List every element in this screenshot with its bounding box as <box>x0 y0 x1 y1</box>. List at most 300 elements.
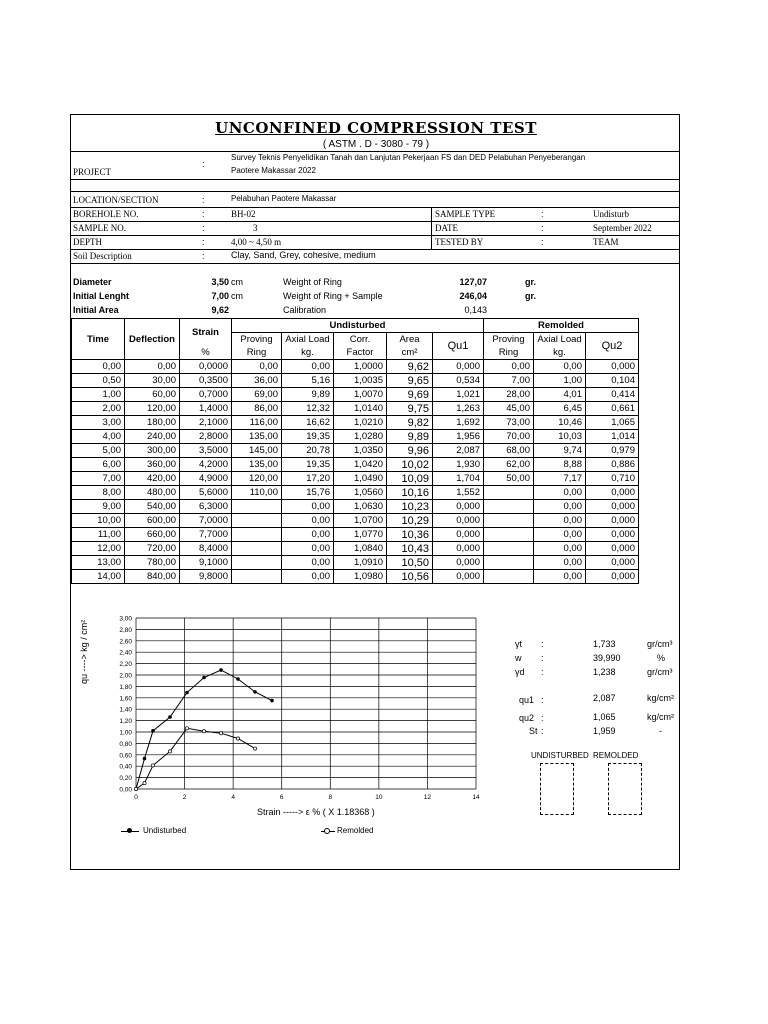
table-cell: 2,1000 <box>180 416 232 430</box>
date-label: DATE <box>435 223 458 233</box>
header-proving2-unit: Ring <box>484 346 534 360</box>
table-cell: 0,000 <box>433 528 484 542</box>
table-cell: 0,00 <box>282 360 334 374</box>
dry-unit-weight-label: γd <box>515 667 525 677</box>
table-cell: 1,0560 <box>334 486 387 500</box>
diameter-unit: cm <box>231 277 243 287</box>
chart-y-tick-label: 1,80 <box>119 683 132 691</box>
table-cell: 110,00 <box>232 486 282 500</box>
chart-y-tick-label: 2,20 <box>119 661 132 669</box>
table-cell <box>484 528 534 542</box>
borehole-colon: : <box>202 209 205 219</box>
table-cell: 4,2000 <box>180 458 232 472</box>
chart-point-remolded <box>134 787 137 790</box>
table-cell: 10,09 <box>387 472 433 486</box>
table-cell: 0,000 <box>433 542 484 556</box>
table-cell: 3,5000 <box>180 444 232 458</box>
qu2-colon: : <box>541 713 544 723</box>
chart-x-tick-label: 8 <box>328 794 333 801</box>
sample-no-colon: : <box>202 223 205 233</box>
unit-weight-value: 1,733 <box>593 639 616 649</box>
table-cell: 10,16 <box>387 486 433 500</box>
chart-x-tick-label: 10 <box>375 794 383 801</box>
undisturbed-sample-label: UNDISTURBED <box>531 751 589 760</box>
table-cell: 9,1000 <box>180 556 232 570</box>
table-row <box>72 402 639 416</box>
table-cell: 8,4000 <box>180 542 232 556</box>
table-cell: 73,00 <box>484 416 534 430</box>
table-cell: 300,00 <box>125 444 180 458</box>
sensitivity-unit: - <box>659 726 662 736</box>
qu2-label: qu2 <box>519 713 535 723</box>
table-cell: 360,00 <box>125 458 180 472</box>
unit-weight-label: γt <box>515 639 523 649</box>
table-cell: 2,087 <box>433 444 484 458</box>
sample-type-label: SAMPLE TYPE <box>435 209 496 219</box>
header-axial2-unit: kg. <box>534 346 586 360</box>
table-cell: 0,979 <box>586 444 639 458</box>
qu1-value: 2,087 <box>593 693 616 703</box>
table-cell: 0,00 <box>534 500 586 514</box>
table-cell: 1,014 <box>586 430 639 444</box>
calibration-label: Calibration <box>283 305 327 315</box>
table-cell: 0,000 <box>433 514 484 528</box>
table-cell: 0,414 <box>586 388 639 402</box>
date-colon: : <box>541 223 544 233</box>
table-cell: 10,50 <box>387 556 433 570</box>
table-cell: 145,00 <box>232 444 282 458</box>
ring-weight-unit: gr. <box>525 277 537 287</box>
qu2-value: 1,065 <box>593 712 616 722</box>
project-label: PROJECT <box>73 167 112 177</box>
table-cell: 9,8000 <box>180 570 232 584</box>
diameter-value: 3,50 <box>211 277 229 287</box>
chart-y-tick-label: 1,00 <box>119 729 132 737</box>
table-cell: 10,00 <box>72 514 125 528</box>
sensitivity-value: 1,959 <box>593 726 616 736</box>
legend-undisturbed-text: Undisturbed <box>143 826 187 835</box>
table-cell: 0,00 <box>125 360 180 374</box>
table-cell: 5,16 <box>282 374 334 388</box>
remolded-sample-label: REMOLDED <box>593 751 639 760</box>
table-cell: 1,0490 <box>334 472 387 486</box>
chart-point-undisturbed <box>202 676 206 680</box>
table-cell: 70,00 <box>484 430 534 444</box>
table-cell <box>484 486 534 500</box>
table-cell: 17,20 <box>282 472 334 486</box>
standard-reference: ( ASTM . D - 3080 - 79 ) <box>322 139 430 150</box>
table-cell: 0,00 <box>484 360 534 374</box>
sensitivity-label: St <box>529 726 538 736</box>
table-cell: 0,000 <box>433 360 484 374</box>
table-cell: 0,00 <box>282 542 334 556</box>
table-cell: 1,704 <box>433 472 484 486</box>
table-cell: 10,03 <box>534 430 586 444</box>
table-cell: 9,96 <box>387 444 433 458</box>
table-cell: 7,7000 <box>180 528 232 542</box>
table-cell: 0,00 <box>282 570 334 584</box>
table-cell: 2,00 <box>72 402 125 416</box>
chart-x-tick-label: 2 <box>182 794 187 801</box>
table-cell: 1,956 <box>433 430 484 444</box>
chart-y-tick-label: 0,80 <box>119 740 132 748</box>
unit-weight-unit: gr/cm³ <box>647 639 673 649</box>
header-qu2: Qu2 <box>586 333 639 360</box>
qu1-label: qu1 <box>519 695 535 705</box>
table-cell: 1,0350 <box>334 444 387 458</box>
table-cell: 10,23 <box>387 500 433 514</box>
chart-y-tick-label: 2,80 <box>119 626 132 634</box>
header-undisturbed: Undisturbed <box>232 319 484 333</box>
table-cell: 9,69 <box>387 388 433 402</box>
table-cell: 15,76 <box>282 486 334 500</box>
chart-y-tick-label: 0,00 <box>119 786 132 794</box>
table-cell: 0,00 <box>282 528 334 542</box>
table-cell: 0,00 <box>232 360 282 374</box>
chart-point-remolded <box>143 781 146 784</box>
soil-description-value: Clay, Sand, Grey, cohesive, medium <box>231 250 376 260</box>
header-axial-load: Axial Load <box>282 333 334 347</box>
table-cell <box>232 500 282 514</box>
table-cell: 12,32 <box>282 402 334 416</box>
sample-no-value: 3 <box>253 223 258 233</box>
table-cell: 1,0840 <box>334 542 387 556</box>
initial-length-label: Initial Lenght <box>73 291 129 301</box>
table-cell: 28,00 <box>484 388 534 402</box>
chart-y-axis-label: qu ----> kg / cm² <box>79 619 89 684</box>
table-cell: 0,00 <box>534 556 586 570</box>
table-cell: 1,692 <box>433 416 484 430</box>
header-remolded: Remolded <box>484 319 639 333</box>
table-cell: 5,00 <box>72 444 125 458</box>
table-cell: 0,00 <box>282 514 334 528</box>
table-cell: 5,6000 <box>180 486 232 500</box>
location-label: LOCATION/SECTION <box>73 195 159 205</box>
table-cell: 120,00 <box>125 402 180 416</box>
table-cell: 11,00 <box>72 528 125 542</box>
header-axial-load-remolded: Axial Load <box>534 333 586 347</box>
table-cell <box>484 542 534 556</box>
sensitivity-colon: : <box>541 726 544 736</box>
table-cell: 1,00 <box>534 374 586 388</box>
table-cell: 2,8000 <box>180 430 232 444</box>
table-cell: 0,710 <box>586 472 639 486</box>
table-cell: 6,3000 <box>180 500 232 514</box>
table-cell: 0,00 <box>72 360 125 374</box>
chart-x-tick-label: 4 <box>231 794 235 801</box>
header-corr-unit: Factor <box>334 346 387 360</box>
soil-colon: : <box>202 251 205 261</box>
table-cell: 30,00 <box>125 374 180 388</box>
diameter-label: Diameter <box>73 277 112 287</box>
table-cell <box>484 570 534 584</box>
calibration-value: 0,143 <box>464 305 487 315</box>
legend-remolded-text: Remolded <box>337 826 374 835</box>
table-cell: 62,00 <box>484 458 534 472</box>
table-cell: 10,56 <box>387 570 433 584</box>
table-cell: 0,00 <box>534 542 586 556</box>
table-cell <box>484 514 534 528</box>
chart-point-remolded <box>202 730 205 733</box>
header-corr: Corr. <box>334 333 387 347</box>
table-cell: 0,00 <box>534 360 586 374</box>
chart-point-remolded <box>185 727 188 730</box>
borehole-value: BH-02 <box>231 209 256 219</box>
table-cell <box>484 500 534 514</box>
ring-sample-weight-value: 246,04 <box>459 291 487 301</box>
table-cell: 0,000 <box>586 556 639 570</box>
table-cell: 660,00 <box>125 528 180 542</box>
table-cell <box>232 570 282 584</box>
table-cell: 0,000 <box>586 570 639 584</box>
table-cell: 9,00 <box>72 500 125 514</box>
table-cell: 1,930 <box>433 458 484 472</box>
table-cell: 420,00 <box>125 472 180 486</box>
table-cell: 0,000 <box>586 486 639 500</box>
chart-point-undisturbed <box>185 691 189 695</box>
chart-point-undisturbed <box>151 729 155 733</box>
table-row <box>72 500 639 514</box>
table-cell: 86,00 <box>232 402 282 416</box>
depth-colon: : <box>202 237 205 247</box>
table-cell: 180,00 <box>125 416 180 430</box>
initial-length-value: 7,00 <box>211 291 229 301</box>
initial-area-label: Initial Area <box>73 305 119 315</box>
table-cell: 9,62 <box>387 360 433 374</box>
table-cell: 3,00 <box>72 416 125 430</box>
table-cell: 69,00 <box>232 388 282 402</box>
chart-y-tick-label: 1,40 <box>119 706 132 714</box>
table-row <box>72 570 639 584</box>
table-cell: 840,00 <box>125 570 180 584</box>
table-cell: 19,35 <box>282 458 334 472</box>
chart-point-remolded <box>253 747 256 750</box>
table-row <box>72 542 639 556</box>
table-cell: 0,00 <box>534 486 586 500</box>
chart-point-undisturbed <box>270 699 274 703</box>
dry-unit-weight-value: 1,238 <box>593 667 616 677</box>
chart-y-tick-label: 0,60 <box>119 752 132 760</box>
table-cell: 480,00 <box>125 486 180 500</box>
table-cell: 12,00 <box>72 542 125 556</box>
initial-length-unit: cm <box>231 291 243 301</box>
project-value-line1: Survey Teknis Penyelidikan Tanah dan Lanjutan Pekerjaan FS dan DED Pelabuhan Penyeberangan <box>231 153 586 162</box>
water-content-unit: % <box>657 653 666 663</box>
borehole-label: BOREHOLE NO. <box>73 209 139 219</box>
header-axial-unit: kg. <box>282 346 334 360</box>
header-qu1: Qu1 <box>433 333 484 360</box>
tested-by-label: TESTED BY <box>435 237 484 247</box>
chart-point-remolded <box>168 750 171 753</box>
header-time: Time <box>72 319 125 360</box>
soil-description-label: Soil Description <box>73 251 132 261</box>
table-row <box>72 444 639 458</box>
table-cell: 1,0420 <box>334 458 387 472</box>
table-cell: 9,89 <box>387 430 433 444</box>
chart-point-undisturbed <box>253 690 257 694</box>
tested-by-value: TEAM <box>593 237 619 247</box>
table-cell: 1,065 <box>586 416 639 430</box>
chart-point-remolded <box>219 732 222 735</box>
table-cell: 780,00 <box>125 556 180 570</box>
test-data-table <box>71 318 639 584</box>
chart-x-tick-label: 14 <box>472 794 480 801</box>
table-row <box>72 416 639 430</box>
table-cell: 36,00 <box>232 374 282 388</box>
legend-remolded-marker <box>324 828 330 834</box>
depth-label: DEPTH <box>73 237 102 247</box>
legend-undisturbed-marker <box>127 828 132 833</box>
chart-x-tick-label: 12 <box>423 794 432 801</box>
chart-x-tick-label: 6 <box>279 794 284 801</box>
table-cell: 1,0700 <box>334 514 387 528</box>
table-cell: 9,65 <box>387 374 433 388</box>
table-cell: 116,00 <box>232 416 282 430</box>
table-cell: 0,886 <box>586 458 639 472</box>
table-cell: 4,9000 <box>180 472 232 486</box>
table-cell: 1,0980 <box>334 570 387 584</box>
chart-y-tick-label: 2,60 <box>119 638 132 646</box>
table-cell: 60,00 <box>125 388 180 402</box>
location-colon: : <box>202 195 205 205</box>
table-cell: 540,00 <box>125 500 180 514</box>
table-cell: 0,000 <box>586 514 639 528</box>
qu1-unit: kg/cm² <box>647 693 674 703</box>
table-cell: 0,000 <box>586 500 639 514</box>
table-cell: 9,82 <box>387 416 433 430</box>
table-cell: 0,00 <box>282 556 334 570</box>
table-cell: 13,00 <box>72 556 125 570</box>
table-cell: 6,00 <box>72 458 125 472</box>
chart-y-tick-label: 0,40 <box>119 763 132 771</box>
qu2-unit: kg/cm² <box>647 712 674 722</box>
dry-unit-weight-colon: : <box>541 667 544 677</box>
table-cell: 0,00 <box>282 500 334 514</box>
chart-point-undisturbed <box>168 715 172 719</box>
initial-area-value: 9,62 <box>211 305 229 315</box>
header-proving: Proving <box>232 333 282 347</box>
table-cell: 0,000 <box>433 556 484 570</box>
table-row <box>72 360 639 374</box>
header-strain: Strain <box>180 319 232 347</box>
ring-weight-label: Weight of Ring <box>283 277 342 287</box>
ring-sample-weight-unit: gr. <box>525 291 537 301</box>
table-cell: 1,552 <box>433 486 484 500</box>
dry-unit-weight-unit: gr/cm³ <box>647 667 673 677</box>
header-proving-remolded: Proving <box>484 333 534 347</box>
water-content-colon: : <box>541 653 544 663</box>
table-cell: 240,00 <box>125 430 180 444</box>
ring-weight-value: 127,07 <box>459 277 487 287</box>
header-strain-unit: % <box>180 346 232 360</box>
header-proving-unit: Ring <box>232 346 282 360</box>
header-area: Area <box>387 333 433 347</box>
header-deflection: Deflection <box>125 319 180 360</box>
table-row <box>72 472 639 486</box>
table-cell: 600,00 <box>125 514 180 528</box>
sample-type-value: Undisturb <box>593 209 629 219</box>
table-cell: 0,00 <box>534 528 586 542</box>
table-cell: 1,0280 <box>334 430 387 444</box>
chart-point-remolded <box>151 764 154 767</box>
table-cell: 0,000 <box>433 500 484 514</box>
table-row <box>72 486 639 500</box>
table-row <box>72 374 639 388</box>
table-cell: 0,000 <box>433 570 484 584</box>
chart-x-axis-label: Strain -----> ε % ( X 1.18368 ) <box>257 807 375 817</box>
table-cell: 16,62 <box>282 416 334 430</box>
table-cell: 0,000 <box>586 528 639 542</box>
table-cell: 6,45 <box>534 402 586 416</box>
table-cell: 1,0910 <box>334 556 387 570</box>
chart-x-tick-label: 0 <box>134 794 138 801</box>
water-content-value: 39,990 <box>593 653 621 663</box>
project-colon: : <box>202 159 205 169</box>
chart-y-tick-label: 1,20 <box>119 718 132 726</box>
table-cell: 1,0000 <box>334 360 387 374</box>
sample-type-colon: : <box>541 209 544 219</box>
chart-y-tick-label: 0,20 <box>119 775 132 783</box>
table-cell: 19,35 <box>282 430 334 444</box>
table-row <box>72 514 639 528</box>
table-cell: 1,0035 <box>334 374 387 388</box>
chart-point-undisturbed <box>143 757 147 761</box>
table-cell: 0,00 <box>534 514 586 528</box>
project-value-line2: Paotere Makassar 2022 <box>231 166 316 175</box>
table-cell: 0,3500 <box>180 374 232 388</box>
table-cell: 9,75 <box>387 402 433 416</box>
table-cell: 720,00 <box>125 542 180 556</box>
tested-by-colon: : <box>541 237 544 247</box>
table-cell: 7,00 <box>72 472 125 486</box>
unit-weight-colon: : <box>541 639 544 649</box>
table-row <box>72 556 639 570</box>
table-cell: 1,0070 <box>334 388 387 402</box>
table-cell: 50,00 <box>484 472 534 486</box>
chart-y-tick-label: 2,00 <box>119 672 132 680</box>
table-cell: 1,00 <box>72 388 125 402</box>
table-cell: 120,00 <box>232 472 282 486</box>
table-cell: 1,263 <box>433 402 484 416</box>
table-cell: 68,00 <box>484 444 534 458</box>
depth-value: 4,00 ~ 4,50 m <box>231 237 282 247</box>
test-sheet <box>70 114 680 870</box>
table-cell: 4,00 <box>72 430 125 444</box>
chart-point-undisturbed <box>236 677 240 681</box>
table-cell: 0,0000 <box>180 360 232 374</box>
table-cell: 10,29 <box>387 514 433 528</box>
table-row <box>72 388 639 402</box>
table-cell: 0,534 <box>433 374 484 388</box>
chart-y-tick-label: 1,60 <box>119 695 132 703</box>
table-cell: 1,0770 <box>334 528 387 542</box>
table-cell: 20,78 <box>282 444 334 458</box>
table-cell: 135,00 <box>232 430 282 444</box>
table-cell: 1,4000 <box>180 402 232 416</box>
table-cell: 8,00 <box>72 486 125 500</box>
table-cell: 1,0210 <box>334 416 387 430</box>
table-cell <box>232 542 282 556</box>
table-cell: 9,74 <box>534 444 586 458</box>
table-cell: 0,000 <box>586 360 639 374</box>
table-cell: 1,0630 <box>334 500 387 514</box>
table-cell <box>484 556 534 570</box>
table-cell: 8,88 <box>534 458 586 472</box>
chart-point-undisturbed <box>219 668 223 672</box>
table-cell: 10,46 <box>534 416 586 430</box>
date-value: September 2022 <box>593 223 652 233</box>
location-value: Pelabuhan Paotere Makassar <box>231 194 337 203</box>
